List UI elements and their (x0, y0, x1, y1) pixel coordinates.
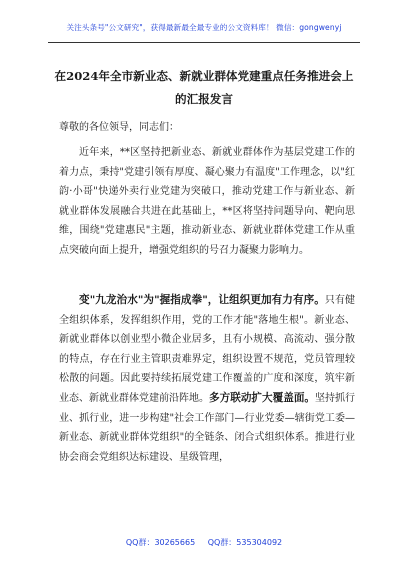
paragraph-body-1: 只有健全组织体系，发挥组织作用，党的工作才能"落地生根"。新业态、新就业群体以创业型小微企业居多，且有小规模、高流动、强分散的特点，存在行业主管职责难界定，组织设置不规范，党员管理较松散的问题。因此要持续拓展党建工作覆盖的广度和深度，筑牢新业态、新就业群体党建前沿阵地。 (59, 295, 356, 404)
document-title-line-1: 在2024年全市新业态、新就业群体党建重点任务推进会上 (54, 69, 354, 83)
salutation: 尊敬的各位领导，同志们： (59, 122, 179, 133)
section-heading-1: 变"九龙治水"为"握指成拳"，让组织更加有力有序。 (79, 294, 325, 306)
footer-contacts (0, 537, 408, 548)
footer-qq-group-1: QQ群：30265665 (125, 538, 196, 547)
document-title-line-2: 的汇报发言 (175, 92, 233, 106)
section-1 (59, 291, 355, 467)
paragraph-body-2: 坚持抓行业、抓行业，进一步构建"社会工作部门—行业党委—辖街党工委—新业态、新就业群体党组织"的全链条、闭合式组织体系。推进行业协会商会党组织达标建设、星级管理， (59, 392, 356, 463)
section-subheading-1: 多方联动扩大覆盖面。 (209, 391, 316, 404)
footer-qq-group-2: QQ群：535304092 (207, 538, 283, 547)
header-divider (48, 42, 360, 43)
header-banner: 关注头条号"公文研究"，获得最新最全最专业的公文资料库！ 微信：gongwenyj (66, 23, 342, 32)
paragraph-intro: 近年来，**区坚持把新业态、新就业群体作为基层党建工作的着力点，秉持"党建引领有厚度、凝心聚力有温度"工作理念，以"红韵·小哥"快递外卖行业党建为突破口，推动党建工作与新业态、新就业群体发展融合共进在此基础上，**区将坚持问题导向、靶向思维，围绕"党建惠民"主题，推动新业态、新就业群体党建工作从重点突破向面上提升，增强党组织的号召力凝聚力影响力。 (59, 147, 355, 256)
